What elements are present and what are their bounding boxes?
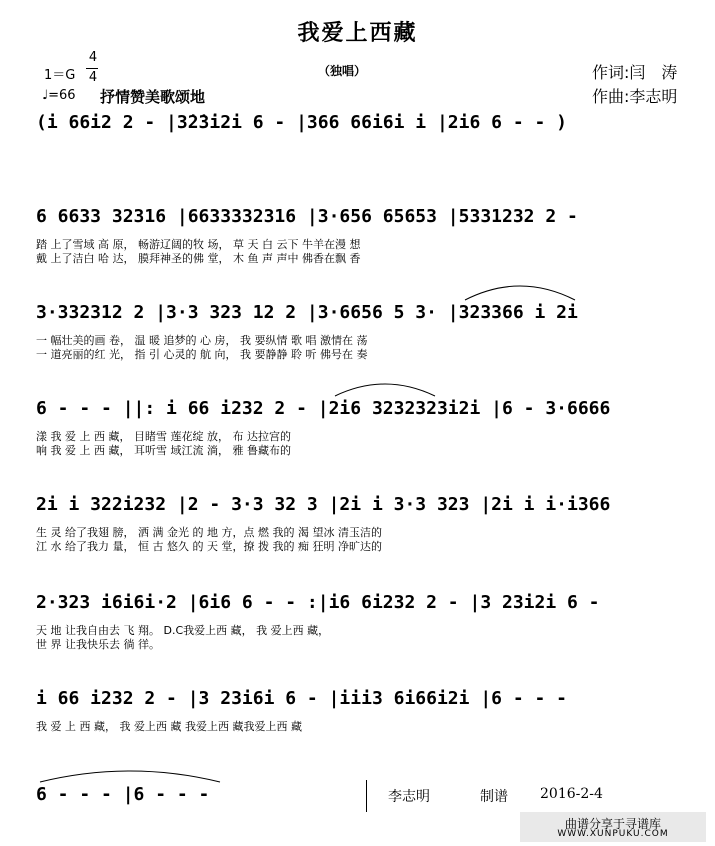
lyric-row-4-verse-2: 响 我 爱 上 西 藏， 耳听雪 域江流 淌， 雅 鲁藏布的 (36, 444, 291, 457)
lyric-row-6-verse-1: 天 地 让我自由去 飞 翔。 D.C我爱上西 藏， 我 爱上西 藏， (36, 624, 330, 637)
watermark-line-2: WWW.XUNPUKU.COM (557, 829, 669, 839)
lyric-row-3-verse-2: 一 道亮丽的红 光， 指 引 心灵的 航 向， 我 要静静 聆 听 佛号在 奏 (36, 348, 368, 361)
tempo-mark: ♩=66 (42, 88, 76, 103)
solo-label: （独唱） (318, 64, 367, 78)
time-signature-top: 4 (88, 50, 98, 65)
lyric-row-3-verse-1: 一 幅壮美的画 卷， 温 暖 追梦的 心 房， 我 要纵情 歌 唱 激情在 荡 (36, 334, 368, 347)
slur-arc (465, 286, 575, 300)
slur-arc (335, 384, 435, 396)
key-signature: 1＝G (44, 68, 76, 83)
footer-divider (366, 780, 367, 812)
arrangement-date: 2016-2-4 (540, 786, 603, 802)
time-signature-bottom: 4 (88, 70, 98, 85)
watermark-line-1: 曲谱分享于寻谱库 (564, 817, 661, 831)
notes-row-1: (i 66i2 2 - |3̇2̇3̇i2i 6 - |366 66i6i i |2i6 6 - - ) (36, 112, 568, 133)
notes-row-5: 2i i 322i232 |2 - 3·3 32 3 |2i i 3·3 323 |2i i i·i366 (36, 494, 611, 515)
page-title: 我爱上西藏 (297, 21, 418, 46)
notes-row-4: 6 - - - ||: i 66 i232 2 - |2i6 3232323i2i |6 - 3·6666 (36, 398, 611, 419)
watermark (520, 812, 706, 842)
lyricist-credit: 作词:闫 涛 (592, 63, 678, 82)
notes-row-7: i 66 i232 2 - |3 23i6i 6 - |iii3 6i66i2i |6 - - - (36, 688, 568, 709)
lyric-row-5-verse-1: 生 灵 给了我翅 膀， 洒 满 金光 的 地 方，点 燃 我的 渴 望冰 清玉洁的 (36, 526, 382, 539)
composer-credit: 作曲:李志明 (592, 87, 678, 106)
arranger-label: 制谱 (480, 789, 508, 805)
slur-arc (40, 771, 220, 782)
notes-row-3: 3·332312 2 |3·3 323 12 2 |3·6656 5 3· |323366 i 2i (36, 302, 578, 323)
notes-row-6: 2·323 i6i6i·2 |6i6 6 - - :|i6 6i232 2 - |3 23i2i 6 - (36, 592, 600, 613)
lyric-row-5-verse-2: 江 水 给了我力 量， 恒 古 悠久 的 天 堂，撩 拨 我的 痴 狂明 净旷达的 (36, 540, 382, 553)
notes-row-8: 6 - - - |6 - - - (36, 784, 210, 805)
lyric-row-2-verse-1: 踏 上了雪域 高 原， 畅游辽阔的牧 场， 草 天 白 云下 牛羊在漫 想 (36, 238, 361, 251)
arranger-name: 李志明 (388, 789, 430, 805)
lyric-row-6-verse-2: 世 界 让我快乐去 徜 徉。 (36, 638, 160, 651)
expression-mark: 抒情赞美歌颂地 (100, 88, 206, 106)
lyric-row-7-verse-1: 我 爱 上 西 藏， 我 爱上西 藏 我爱上西 藏我爱上西 藏 (36, 720, 302, 733)
lyric-row-2-verse-2: 戴 上了洁白 哈 达， 膜拜神圣的佛 堂， 木 鱼 声 声中 佛香在飘 香 (36, 252, 361, 265)
lyric-row-4-verse-1: 漾 我 爱 上 西 藏， 目睹雪 莲花绽 放， 布 达拉宫的 (36, 430, 291, 443)
notes-row-2: 6 6633 32316 |6633332316 |3·656 65653 |5331232 2 - (36, 206, 578, 227)
